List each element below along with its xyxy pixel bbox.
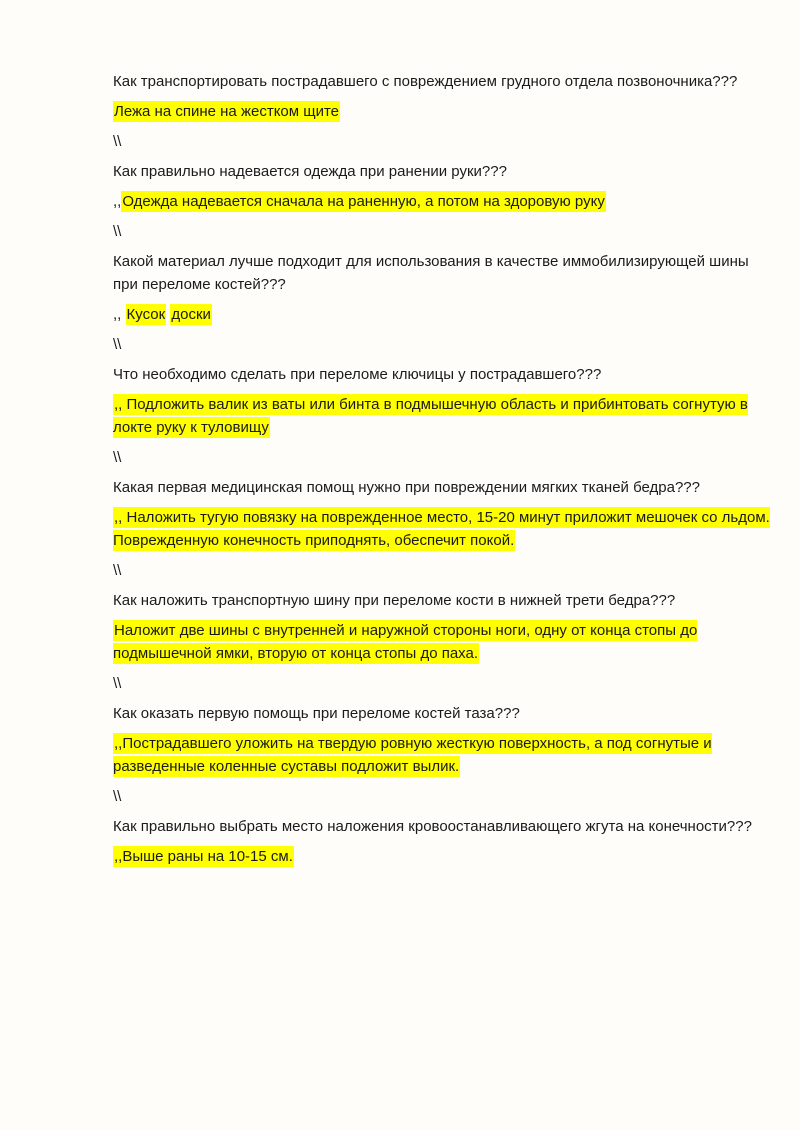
highlighted-answer-text: ,,Выше раны на 10-15 см. (114, 848, 293, 865)
highlighted-answer-text: Наложит две шины с внутренней и наружной стороны ноги, одну от конца стопы до подмышечной ямки, вторую от конца стопы до паха. (113, 622, 698, 662)
answer-paragraph (113, 845, 771, 868)
question-paragraph: Как оказать первую помощь при переломе костей таза??? (113, 705, 520, 722)
plain-answer-text: ,, (113, 306, 126, 323)
separator-paragraph: \\ (113, 133, 122, 150)
answer-paragraph (113, 732, 771, 778)
doc-content (113, 70, 771, 868)
answer-paragraph (113, 393, 771, 439)
highlighted-answer-text: ,, Наложить тугую повязку на поврежденное место, 15-20 минут приложит мешочек со льдом. Поврежденную конечность приподнять, обеспечит покой. (113, 509, 770, 549)
plain-answer-text: ,, (113, 193, 122, 210)
question-paragraph: Что необходимо сделать при переломе ключицы у пострадавшего??? (113, 366, 602, 383)
separator-paragraph: \\ (113, 336, 122, 353)
highlighted-answer-text: Кусок (126, 306, 166, 323)
question-paragraph: Какой материал лучше подходит для использования в качестве иммобилизирующей шины при переломе костей??? (113, 253, 749, 293)
separator-paragraph: \\ (113, 675, 122, 692)
separator-paragraph: \\ (113, 562, 122, 579)
answer-paragraph (113, 506, 771, 552)
question-paragraph: Как правильно выбрать место наложения кровоостанавливающего жгута на конечности??? (113, 818, 752, 835)
question-paragraph: Как транспортировать пострадавшего с повреждением грудного отдела позвоночника??? (113, 73, 738, 90)
separator-paragraph: \\ (113, 449, 122, 466)
separator-paragraph: \\ (113, 788, 122, 805)
separator-paragraph: \\ (113, 223, 122, 240)
answer-paragraph (113, 190, 771, 213)
answer-paragraph (113, 100, 771, 123)
highlighted-answer-text: доски (171, 306, 211, 323)
question-paragraph: Как правильно надевается одежда при ранении руки??? (113, 163, 507, 180)
answer-paragraph (113, 619, 771, 665)
highlighted-answer-text: Лежа на спине на жестком щите (114, 103, 340, 120)
answer-paragraph (113, 303, 771, 326)
highlighted-answer-text: ,, Подложить валик из ваты или бинта в подмышечную область и прибинтовать согнутую в локте руку к туловищу (113, 396, 748, 436)
highlighted-answer-text: Одежда надевается сначала на раненную, а потом на здоровую руку (122, 193, 605, 210)
question-paragraph: Какая первая медицинская помощ нужно при повреждении мягких тканей бедра??? (113, 479, 700, 496)
highlighted-answer-text: ,,Пострадавшего уложить на твердую ровную жесткую поверхность, а под согнутые и разведенные коленные суставы подложит вылик. (113, 735, 712, 775)
question-paragraph: Как наложить транспортную шину при переломе кости в нижней трети бедра??? (113, 592, 676, 609)
